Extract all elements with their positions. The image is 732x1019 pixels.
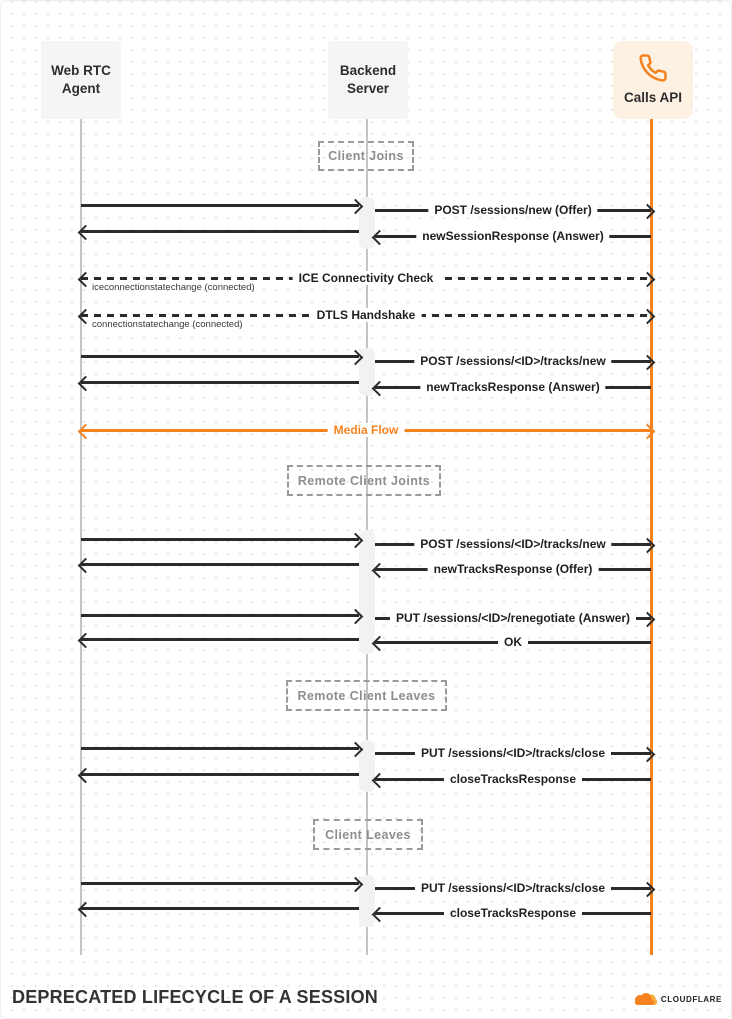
- message-label: newSessionResponse (Answer): [416, 229, 609, 243]
- message-label: POST /sessions/new (Offer): [428, 203, 597, 217]
- phase-label: Client Joins: [328, 149, 404, 163]
- phase-remote-client-joints: [287, 465, 441, 496]
- actor-label: Backend: [339, 62, 397, 78]
- lifeline-web-rtc-agent: [80, 119, 82, 955]
- arrow-callsapi-to-backend: [375, 906, 651, 921]
- arrow-callsapi-to-backend: [375, 635, 651, 650]
- arrow-webrtc-to-backend: [81, 355, 359, 358]
- phase-client-leaves: [313, 819, 423, 850]
- arrow-backend-to-webrtc: [81, 907, 359, 910]
- message-label: closeTracksResponse: [444, 772, 582, 786]
- message-label: POST /sessions/<ID>/tracks/new: [414, 537, 611, 551]
- arrow-backend-to-webrtc: [81, 638, 359, 641]
- arrow-backend-to-callsapi: [375, 203, 651, 218]
- arrow-backend-to-webrtc: [81, 381, 359, 384]
- phase-label: Client Leaves: [325, 827, 411, 842]
- arrow-backend-to-webrtc: [81, 773, 359, 776]
- arrow-callsapi-to-backend: [375, 229, 651, 244]
- message-label: ICE Connectivity Check: [293, 271, 440, 285]
- arrow-webrtc-to-backend: [81, 747, 359, 750]
- actor-label: Web RTC: [51, 62, 111, 78]
- event-note: connectionstatechange (connected): [92, 319, 243, 330]
- arrow-ice-connectivity-check: [81, 271, 651, 286]
- brand-logo: [632, 992, 722, 1006]
- phone-icon: [638, 53, 668, 83]
- arrow-webrtc-to-backend: [81, 204, 359, 207]
- phase-client-joins: [318, 141, 414, 171]
- actor-backend-server: [328, 41, 408, 119]
- arrow-backend-to-callsapi: [375, 746, 651, 761]
- arrow-callsapi-to-backend: [375, 772, 651, 787]
- message-label: newTracksResponse (Offer): [428, 562, 599, 576]
- arrow-backend-to-webrtc: [81, 563, 359, 566]
- message-label: POST /sessions/<ID>/tracks/new: [414, 354, 611, 368]
- actor-label: Server: [346, 81, 390, 96]
- actor-web-rtc-agent: [41, 41, 121, 119]
- arrow-media-flow: [81, 423, 651, 438]
- event-note: iceconnectionstatechange (connected): [92, 282, 255, 293]
- arrow-webrtc-to-backend: [81, 882, 359, 885]
- activation-bar: [359, 530, 375, 654]
- message-label: newTracksResponse (Answer): [420, 380, 605, 394]
- phase-label: Remote Client Joints: [297, 473, 431, 488]
- diagram-title: DEPRECATED LIFECYCLE OF A SESSION: [12, 987, 378, 1007]
- arrow-backend-to-callsapi: [375, 881, 651, 896]
- message-label: Media Flow: [328, 423, 405, 437]
- arrow-dtls-handshake: [81, 308, 651, 323]
- message-label: PUT /sessions/<ID>/tracks/close: [415, 746, 611, 760]
- phase-label: Remote Client Leaves: [297, 688, 436, 703]
- message-label: OK: [498, 635, 528, 649]
- actor-label: Agent: [61, 81, 101, 96]
- arrow-webrtc-to-backend: [81, 538, 359, 541]
- message-label: closeTracksResponse: [444, 906, 582, 920]
- actor-calls-api: [613, 41, 693, 119]
- actor-label: Calls API: [623, 89, 683, 105]
- arrow-callsapi-to-backend: [375, 380, 651, 395]
- arrow-backend-to-callsapi: [375, 537, 651, 552]
- arrow-backend-to-webrtc: [81, 230, 359, 233]
- arrow-backend-to-callsapi: [375, 611, 651, 626]
- lifeline-calls-api: [650, 119, 653, 955]
- cloudflare-logo-icon: [632, 992, 658, 1006]
- phase-remote-client-leaves: [286, 680, 447, 711]
- message-label: PUT /sessions/<ID>/renegotiate (Answer): [390, 611, 636, 625]
- arrow-webrtc-to-backend: [81, 614, 359, 617]
- arrow-backend-to-callsapi: [375, 354, 651, 369]
- arrow-callsapi-to-backend: [375, 562, 651, 577]
- message-label: PUT /sessions/<ID>/tracks/close: [415, 881, 611, 895]
- message-label: DTLS Handshake: [311, 308, 422, 322]
- brand-name: CLOUDFLARE: [660, 994, 722, 1004]
